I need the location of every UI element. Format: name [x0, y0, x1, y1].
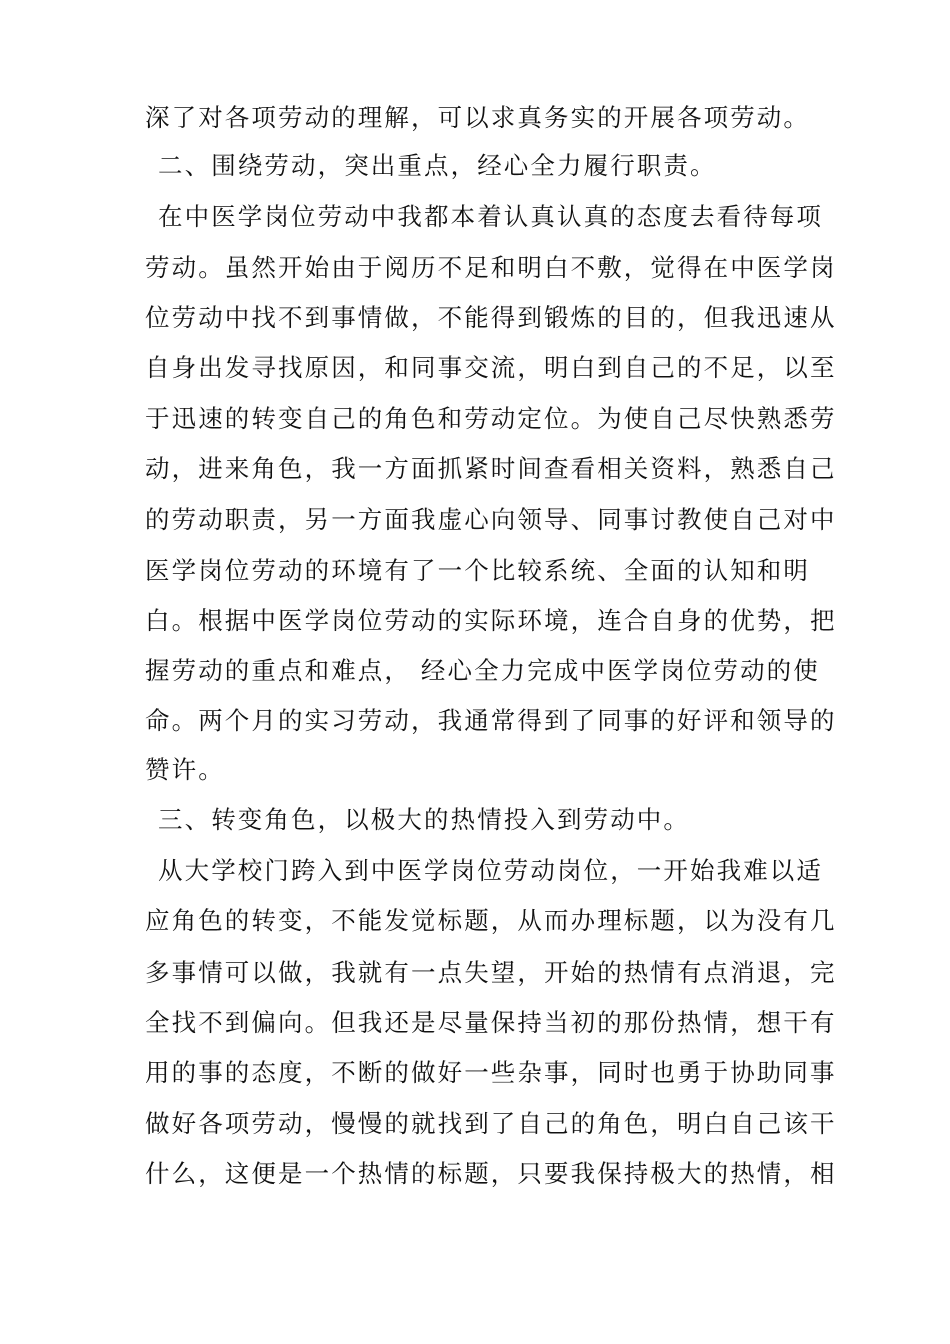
section-heading-2: 二、围绕劳动，突出重点，经心全力履行职责。 [158, 151, 717, 180]
body-text-line: 全找不到偏向。但我还是尽量保持当初的那份热情，想干有 [145, 1008, 837, 1037]
body-text-line: 于迅速的转变自己的角色和劳动定位。为使自己尽快熟悉劳 [145, 404, 837, 433]
body-text-line: 位劳动中找不到事情做，不能得到锻炼的目的，但我迅速从 [145, 303, 837, 332]
body-text-line: 医学岗位劳动的环境有了一个比较系统、全面的认知和明 [145, 556, 810, 585]
body-text-line: 的劳动职责，另一方面我虚心向领导、同事讨教使自己对中 [145, 505, 837, 534]
body-text-line: 自身出发寻找原因，和同事交流，明白到自己的不足，以至 [145, 353, 837, 382]
body-text-line: 劳动。虽然开始由于阅历不足和明白不敷，觉得在中医学岗 [145, 253, 837, 282]
body-text-line: 在中医学岗位劳动中我都本着认真认真的态度去看待每项 [158, 202, 823, 231]
body-text-line: 做好各项劳动，慢慢的就找到了自己的角色，明白自己该干 [145, 1109, 837, 1138]
body-text-line: 命。两个月的实习劳动，我通常得到了同事的好评和领导的 [145, 706, 837, 735]
body-text-line: 用的事的态度，不断的做好一些杂事，同时也勇于协助同事 [145, 1058, 837, 1087]
body-text-line: 什么，这便是一个热情的标题，只要我保持极大的热情，相 [145, 1159, 837, 1188]
body-text-line: 应角色的转变，不能发觉标题，从而办理标题，以为没有几 [145, 906, 837, 935]
body-text-line: 深了对各项劳动的理解，可以求真务实的开展各项劳动。 [145, 103, 810, 132]
body-text-line: 赞许。 [145, 755, 225, 784]
body-text-line: 从大学校门跨入到中医学岗位劳动岗位，一开始我难以适 [158, 856, 823, 885]
body-text-line: 握劳动的重点和难点， 经心全力完成中医学岗位劳动的使 [145, 656, 820, 685]
body-text-line: 动，进来角色，我一方面抓紧时间查看相关资料，熟悉自己 [145, 454, 837, 483]
body-text-line: 白。根据中医学岗位劳动的实际环境，连合自身的优势，把 [145, 606, 837, 635]
body-text-line: 多事情可以做，我就有一点失望，开始的热情有点消退，完 [145, 958, 837, 987]
section-heading-3: 三、转变角色，以极大的热情投入到劳动中。 [158, 805, 690, 834]
